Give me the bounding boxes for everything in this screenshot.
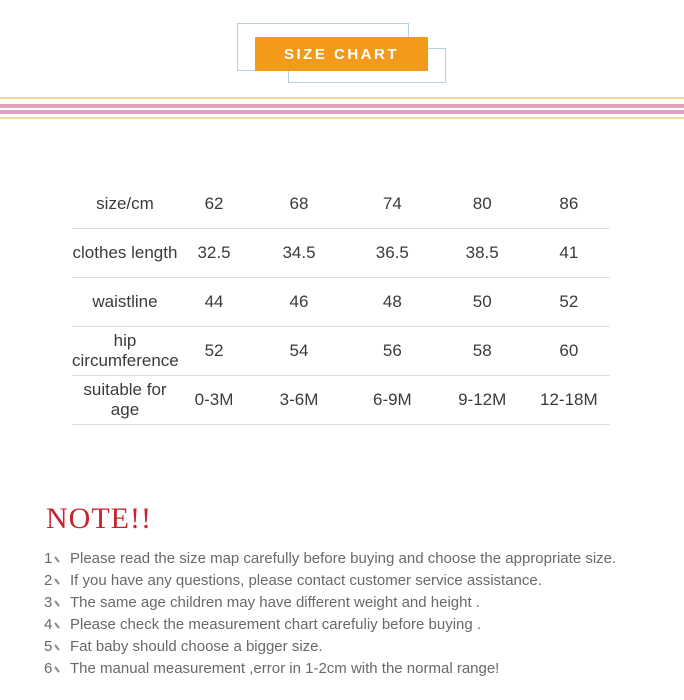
table-row-clothes-length [72, 229, 610, 278]
row-label: size/cm [72, 180, 178, 229]
enumeration-comma-icon [54, 556, 60, 563]
table-row-hip-circumference [72, 327, 610, 376]
table-cell: 74 [348, 180, 437, 229]
table-cell: 32.5 [178, 229, 250, 278]
table-cell: 52 [528, 278, 610, 327]
note-text: The same age children may have different weight and height . [70, 594, 480, 611]
note-text: The manual measurement ,error in 1-2cm with the normal range! [70, 660, 500, 677]
enumeration-comma-icon [54, 622, 60, 629]
note-number: 6 [44, 658, 70, 680]
table-cell: 62 [178, 180, 250, 229]
table-cell: 3-6M [250, 376, 348, 425]
table-cell: 60 [528, 327, 610, 376]
table-row-size [72, 180, 610, 229]
note-section [44, 502, 644, 680]
row-label: hip circumference [72, 327, 178, 376]
divider-line-gold-bottom [0, 117, 684, 119]
table-cell: 68 [250, 180, 348, 229]
note-number: 1 [44, 548, 70, 570]
note-item [44, 636, 644, 658]
table-cell: 80 [437, 180, 528, 229]
note-item [44, 614, 644, 636]
note-text: If you have any questions, please contact customer service assistance. [70, 572, 542, 589]
note-heading: NOTE!! [46, 502, 152, 535]
note-item [44, 592, 644, 614]
note-item [44, 570, 644, 592]
table-cell: 44 [178, 278, 250, 327]
table-cell: 86 [528, 180, 610, 229]
decor-divider [0, 97, 684, 119]
enumeration-comma-icon [54, 600, 60, 607]
table-cell: 38.5 [437, 229, 528, 278]
enumeration-comma-icon [54, 666, 60, 673]
note-number: 5 [44, 636, 70, 658]
note-list [44, 548, 644, 680]
table-cell: 46 [250, 278, 348, 327]
table-cell: 58 [437, 327, 528, 376]
size-table [72, 180, 610, 425]
table-cell: 0-3M [178, 376, 250, 425]
note-text: Please read the size map carefully before buying and choose the appropriate size. [70, 550, 617, 567]
table-cell: 36.5 [348, 229, 437, 278]
note-item [44, 548, 644, 570]
table-row-waistline [72, 278, 610, 327]
table-cell: 56 [348, 327, 437, 376]
note-number: 2 [44, 570, 70, 592]
note-number: 3 [44, 592, 70, 614]
table-row-suitable-age [72, 376, 610, 425]
row-label: suitable for age [72, 376, 178, 425]
table-cell: 9-12M [437, 376, 528, 425]
table-cell: 52 [178, 327, 250, 376]
note-text: Please check the measurement chart carefuliy before buying . [70, 616, 482, 633]
table-cell: 54 [250, 327, 348, 376]
table-cell: 41 [528, 229, 610, 278]
row-label: clothes length [72, 229, 178, 278]
note-text: Fat baby should choose a bigger size. [70, 638, 323, 655]
enumeration-comma-icon [54, 578, 60, 585]
row-label: waistline [72, 278, 178, 327]
table-cell: 6-9M [348, 376, 437, 425]
table-cell: 50 [437, 278, 528, 327]
banner-title: SIZE CHART [284, 45, 399, 63]
note-item [44, 658, 644, 680]
banner [255, 37, 428, 71]
table-cell: 34.5 [250, 229, 348, 278]
enumeration-comma-icon [54, 644, 60, 651]
note-number: 4 [44, 614, 70, 636]
table-cell: 48 [348, 278, 437, 327]
table-cell: 12-18M [528, 376, 610, 425]
